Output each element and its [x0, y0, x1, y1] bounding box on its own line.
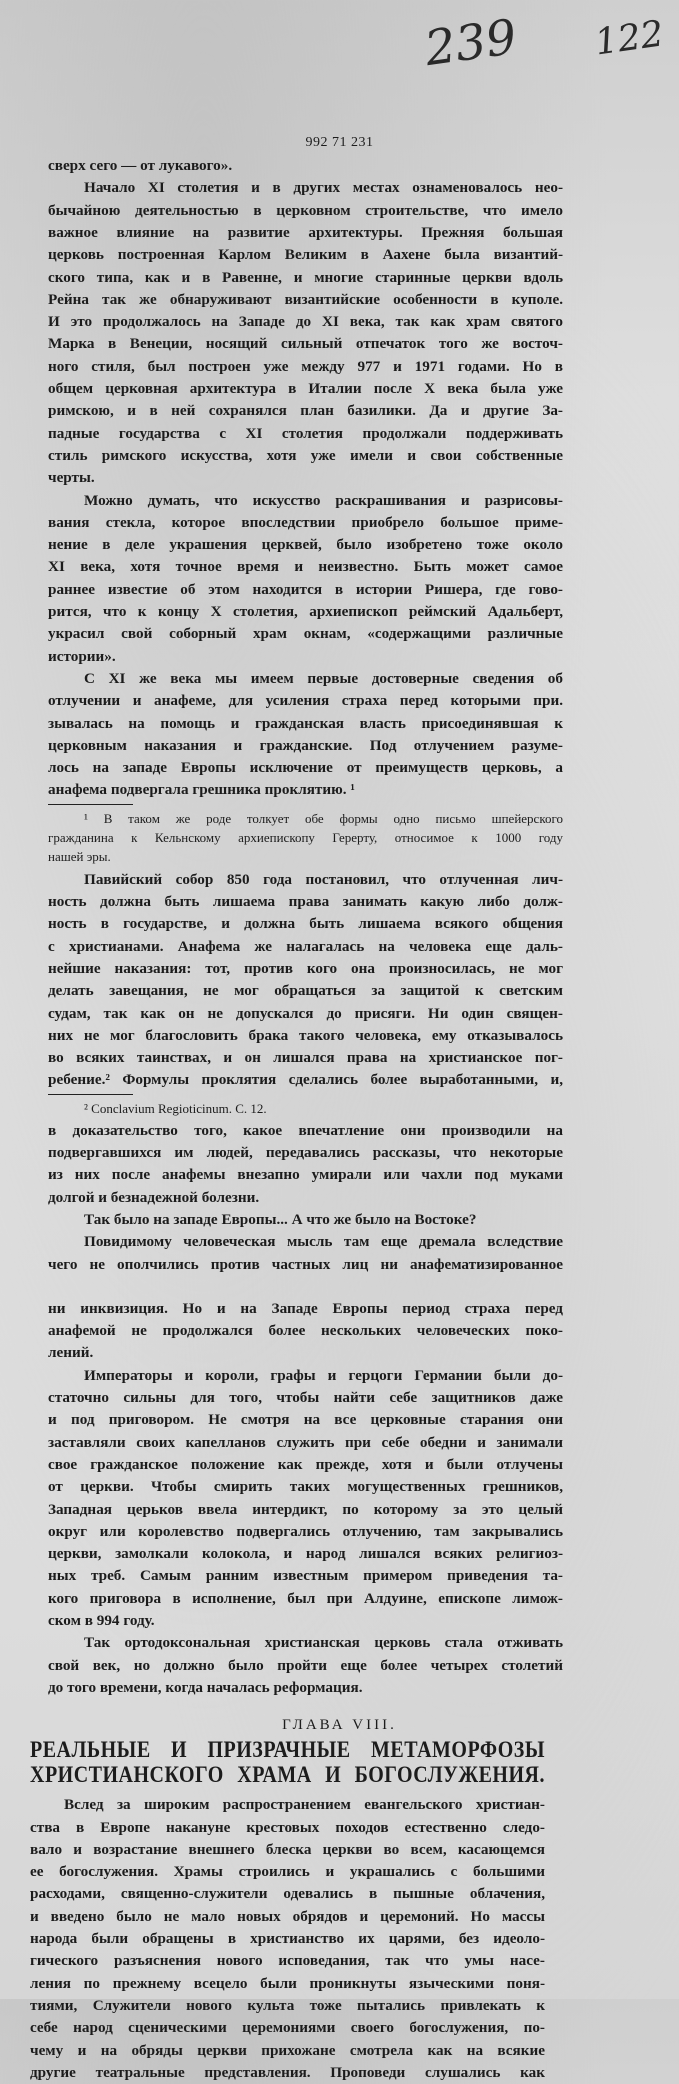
footnote-line: ² Conclavium Regioticinum. C. 12.: [84, 1100, 267, 1116]
text-line: анафемой не продолжался более нескольких человеческих поко-: [48, 1322, 563, 1340]
text-line: нейшие наказания: тот, против кого она произносилась, не мог: [48, 959, 563, 977]
text-line: и введено было не мало новых обрядов и церемоний. Но массы: [30, 1907, 545, 1925]
footnote-divider: [48, 1094, 133, 1095]
text-line: ность в государстве, и должна быть лишаема всякого общения: [48, 915, 563, 933]
text-line: из них после анафемы внезапно умирали или чахли под муками: [48, 1166, 563, 1184]
text-line: ность должна быть лишаема права занимать какую либо долж-: [48, 893, 563, 910]
text-line: расходами, священно-служители одевались в пышные облачения,: [30, 1885, 545, 1903]
text-line: другие театральные представления. Проповеди слушались как: [30, 2063, 545, 2081]
text-line: свой век, но должно было пройти еще более четырех столетий: [48, 1656, 563, 1674]
text-line: ском в 994 году.: [48, 1612, 155, 1629]
text-line: лений.: [48, 1344, 94, 1362]
chapter-title: РЕАЛЬНЫЕ И ПРИЗРАЧНЫЕ МЕТАМОРФОЗЫ: [30, 1737, 545, 1763]
text-line: Рейна так же обнаруживают византийские особенности в куполе.: [48, 290, 563, 308]
text-line: них не мог благословить брака такого человека, ему отказывалось: [48, 1026, 563, 1044]
text-line: Вслед за широким распространением евангельского христиан-: [64, 1796, 545, 1814]
text-line: округ или королевство подвергались отлучению, там закрывались: [48, 1522, 563, 1540]
text-line: истории».: [48, 647, 116, 665]
text-line: долгой и безнадежной болезни.: [48, 1188, 260, 1206]
text-line: нение в деле украшения церквей, было изобретено тоже около: [48, 536, 563, 554]
text-line: общем церковная архитектура в Италии после X века была уже: [48, 380, 563, 397]
text-line: Так ортодоксональная христианская церковь стала отживать: [84, 1634, 563, 1652]
text-line: заставляли своих капелланов служить при себе обедни и занимали: [48, 1433, 563, 1451]
footnote-line: гражданина к Кельнскому архиепископу Герерту, относимое к 1000 году: [48, 829, 563, 845]
text-line: и под приговором. Не смотря на все церковные старания они: [48, 1411, 563, 1429]
text-line: зывалась на помощь и гражданская власть присоединявшая к: [48, 714, 563, 732]
text-line: церковь построенная Карлом Великим в Аахене была византий-: [48, 246, 563, 264]
text-line: вания стекла, которое впоследствии приобрело большое приме-: [48, 513, 563, 531]
text-line: с христианами. Анафема же налагалась на человека еще даль-: [48, 937, 563, 955]
text-line: рится, что к концу X столетия, архиепископ реймский Адальберт,: [48, 603, 563, 620]
text-line: церкви, замолкали колокола, и народ лишался всяких религиоз-: [48, 1545, 563, 1563]
chapter-number: ГЛАВА VIII.: [282, 1717, 397, 1734]
text-line: тиями, Служители нового культа тоже пытались привлекать к: [30, 1996, 545, 2014]
text-line: И это продолжалось на Западе до XI века, так как храм святого: [48, 313, 563, 331]
text-line: гического разъяснения нового исповедания, так что умы насе-: [30, 1952, 545, 1970]
text-line: Императоры и короли, графы и герцоги Германии были до-: [84, 1366, 563, 1384]
text-line: бычайною деятельностью в церковном строительстве, что имело: [48, 201, 563, 219]
text-line: ления по прежнему всецело были проникнуты языческими поня-: [30, 1974, 545, 1992]
text-line: церковным наказания и гражданские. Под отлучением разуме-: [48, 736, 563, 754]
text-line: отлучении и анафеме, для усиления страха перед которыми при.: [48, 692, 563, 710]
text-line: украсил свой соборный храм окнам, «содержащими различные: [48, 625, 563, 643]
text-line: Павийский собор 850 года постановил, что отлученная лич-: [84, 870, 563, 888]
text-line: анафема подвергала грешника проклятию. ¹: [48, 781, 355, 799]
text-line: XI века, хотя точное время и неизвестно. Быть может самое: [48, 558, 563, 576]
text-line: вало и возрастание внешнего блеска церкви во всем, касающемся: [30, 1840, 545, 1858]
text-line: Повидимому человеческая мысль там еще дремала вследствие: [84, 1233, 563, 1251]
text-line: важное влияние на развитие архитектуры. Прежняя большая: [48, 223, 563, 241]
text-line: Так было на западе Европы... А что же было на Востоке?: [84, 1210, 477, 1228]
text-line: подвергавшихся им людей, передавались рассказы, что некоторые: [48, 1144, 563, 1161]
text-line: сверх сего — от лукавого».: [48, 157, 233, 174]
text-line: черты.: [48, 469, 95, 487]
text-line: свое гражданское положение как прежде, хотя и были отлучены: [48, 1455, 563, 1473]
text-line: до того времени, когда началась реформация.: [48, 1678, 363, 1696]
text-line: падные государства с XI столетия продолжали поддерживать: [48, 424, 563, 442]
text-line: от церкви. Чтобы смирить таких могущественных грешников,: [48, 1478, 563, 1496]
footnote-line: нашей эры.: [48, 848, 111, 864]
text-line: ского типа, как и в Равенне, и многие старинные церкви вдоль: [48, 268, 563, 286]
text-line: раннее известие об этом находится в истории Ришера, где гово-: [48, 580, 563, 598]
text-line: С XI же века мы имеем первые достоверные сведения об: [84, 669, 563, 687]
text-line: лось на западе Европы исключение от преимуществ церковь, а: [48, 759, 563, 777]
text-line: во всяких таинствах, и он лишался права на христианское пог-: [48, 1049, 563, 1067]
text-line: статочно сильны для того, чтобы найти себе защитников даже: [48, 1389, 563, 1406]
handwritten-archive-number: 239: [421, 8, 521, 78]
text-line: кого приговора в исполнение, был при Алдуине, епископе лимож-: [48, 1589, 563, 1607]
text-line: ее богослужения. Храмы строились и украшались с большими: [30, 1863, 545, 1881]
footnote-line: ¹ В таком же роде толкует обе формы одно письмо шпейерского: [84, 810, 563, 826]
text-line: судам, так как он не допускался до присяги. Ни один священ-: [48, 1004, 563, 1022]
text-line: римскою, и в ней сохранялся план базилики. Да и другие За-: [48, 402, 563, 420]
text-line: ных треб. Самым ранним известным примером приведения та-: [48, 1567, 563, 1585]
text-line: делать завещания, не мог обращаться за защитой к светским: [48, 982, 563, 1000]
text-line: Можно думать, что искусство раскрашивания и разрисовы-: [84, 491, 563, 509]
text-line: чего не ополчились против частных лиц ни анафематизированное: [48, 1255, 563, 1273]
footnote-divider: [48, 804, 133, 805]
handwritten-page-number: 122: [592, 13, 667, 64]
page-number: 992 71 231: [305, 135, 374, 150]
chapter-title: ХРИСТИАНСКОГО ХРАМА И БОГОСЛУЖЕНИЯ.: [30, 1762, 545, 1788]
text-line: ного стиля, был построен уже между 977 и 1971 годами. Но в: [48, 357, 563, 375]
text-line: себе народ сценическими церемониями своего богослужения, по-: [30, 2019, 545, 2037]
text-line: чему и на обряды церкви прихожане смотрела как на всякие: [30, 2041, 545, 2059]
text-line: стиль римского искусства, хотя уже имели и свои собственные: [48, 446, 563, 464]
text-line: ства в Европе накануне крестовых походов естественно следо-: [30, 1818, 545, 1836]
text-line: ребение.² Формулы проклятия сделались более выработанными, и,: [48, 1071, 563, 1089]
text-line: в доказательство того, какое впечатление они производили на: [48, 1121, 563, 1139]
text-line: Западная церьков ввела интердикт, по которому за это целый: [48, 1500, 563, 1518]
text-line: Начало XI столетия и в других местах ознаменовалось нео-: [84, 179, 563, 197]
text-line: ни инквизиция. Но и на Западе Европы период страха перед: [48, 1299, 563, 1317]
text-line: народа были обращены в христианство их царями, без идеоло-: [30, 1930, 545, 1947]
text-line: Марка в Венеции, носящий сильный отпечаток того же восточ-: [48, 335, 563, 353]
